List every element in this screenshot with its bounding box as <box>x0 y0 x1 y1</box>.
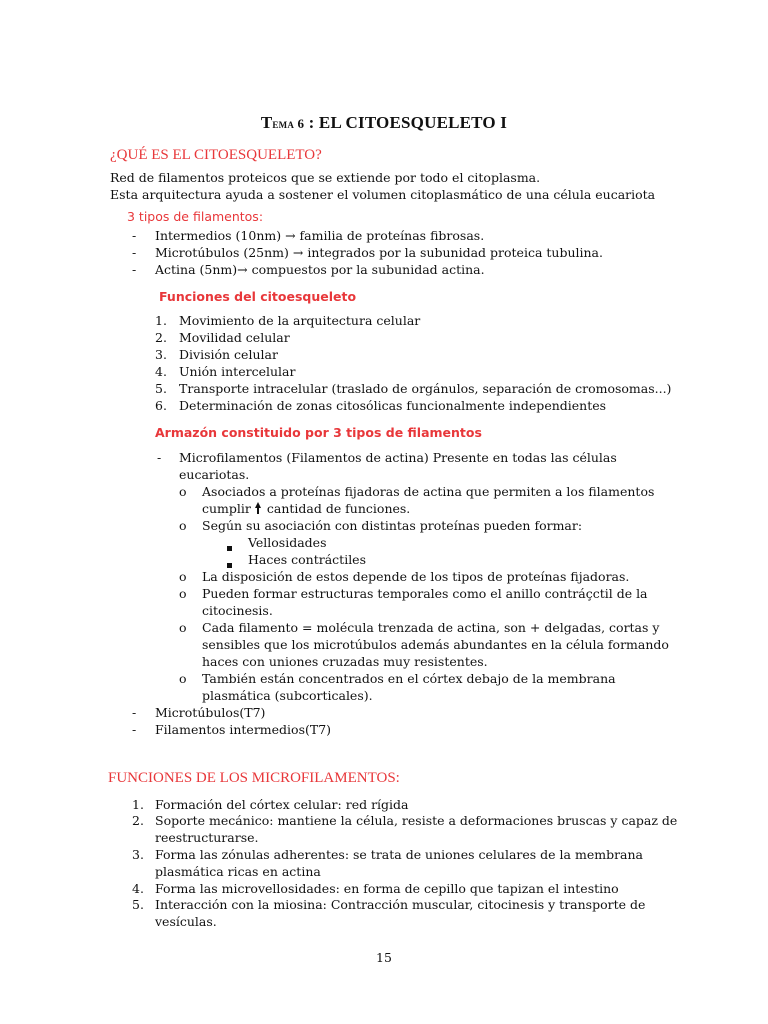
other-dash-2: - <box>132 722 137 737</box>
sub5-line-2: sensibles que los microtúbulos además abundantes en la célula formando <box>202 637 669 652</box>
funciones-item-4: Unión intercelular <box>179 364 296 379</box>
mf-num-1: 1. <box>132 797 144 812</box>
sub4-line-1: Pueden formar estructuras temporales como el anillo contráçctil de la <box>202 586 648 601</box>
intro-line-1: Red de filamentos proteicos que se extiende por todo el citoplasma. <box>110 170 541 185</box>
mf-item-2-line-1: Soporte mecánico: mantiene la célula, resiste a deformaciones bruscas y capaz de <box>155 813 678 828</box>
sub3-line: La disposición de estos depende de los tipos de proteínas fijadoras. <box>202 569 630 584</box>
funciones-item-6: Determinación de zonas citosólicas funcionalmente independientes <box>179 398 607 413</box>
other-item-intermedios: Filamentos intermedios(T7) <box>155 722 332 737</box>
mf-item-5-line-1: Interacción con la miosina: Contracción muscular, citocinesis y transporte de <box>155 897 646 912</box>
sub6-line-1: También están concentrados en el córtex debajo de la membrana <box>202 671 616 686</box>
funciones-num-5: 5. <box>155 381 167 396</box>
funciones-num-4: 4. <box>155 364 167 379</box>
mf-num-3: 3. <box>132 847 144 862</box>
sub6-line-2: plasmática (subcorticales). <box>202 688 373 703</box>
circle-bullet-2: o <box>179 518 187 533</box>
microfilamentos-line-1: Microfilamentos (Filamentos de actina) Presente en todas las células <box>179 450 617 465</box>
circle-bullet-1: o <box>179 484 187 499</box>
tipos-item-intermedios: Intermedios (10nm) → familia de proteínas fibrosas. <box>155 228 485 243</box>
mf-num-5: 5. <box>132 897 144 912</box>
sub2-item-vellosidades: Vellosidades <box>248 535 327 550</box>
mf-item-3-line-2: plasmática ricas en actina <box>155 864 321 879</box>
tipos-dash-2: - <box>132 245 137 260</box>
sub2-item-haces: Haces contráctiles <box>248 552 366 567</box>
tipos-item-actina: Actina (5nm)→ compuestos por la subunidad actina. <box>155 262 485 277</box>
mf-item-3-line-1: Forma las zónulas adherentes: se trata de uniones celulares de la membrana <box>155 847 644 862</box>
tipos-dash-3: - <box>132 262 137 277</box>
armazon-heading: Armazón constituido por 3 tipos de filamentos <box>155 425 482 440</box>
mf-item-4: Forma las microvellosidades: en forma de cepillo que tapizan el intestino <box>155 881 619 896</box>
microfilamentos-heading: FUNCIONES DE LOS MICROFILAMENTOS: <box>108 770 400 786</box>
page-number: 15 <box>376 950 392 965</box>
sub1-line-1: Asociados a proteínas fijadoras de actina que permiten a los filamentos <box>202 484 655 499</box>
funciones-num-1: 1. <box>155 313 167 328</box>
mf-num-2: 2. <box>132 813 144 828</box>
title-prefix: Tema 6 <box>260 113 305 132</box>
tipos-heading: 3 tipos de filamentos: <box>127 209 264 224</box>
title-rest: : EL CITOESQUELETO I <box>304 113 508 132</box>
funciones-item-2: Movilidad celular <box>179 330 290 345</box>
circle-bullet-3: o <box>179 569 187 584</box>
mf-item-5-line-2: vesículas. <box>155 914 217 929</box>
sub4-line-2: citocinesis. <box>202 603 273 618</box>
other-dash-1: - <box>132 705 137 720</box>
sub5-line-1: Cada filamento = molécula trenzada de actina, son + delgadas, cortas y <box>202 620 660 635</box>
funciones-heading: Funciones del citoesqueleto <box>159 289 357 304</box>
funciones-num-6: 6. <box>155 398 167 413</box>
funciones-num-2: 2. <box>155 330 167 345</box>
mf-item-2-line-2: reestructurarse. <box>155 830 259 845</box>
sub2-line: Según su asociación con distintas proteínas pueden formar: <box>202 518 583 533</box>
tipos-dash-1: - <box>132 228 137 243</box>
armazon-dash-micro: - <box>157 450 162 465</box>
sub5-line-3: haces con uniones cruzadas muy resistentes. <box>202 654 488 669</box>
funciones-item-5: Transporte intracelular (traslado de orgánulos, separación de cromosomas...) <box>179 381 672 396</box>
funciones-item-1: Movimiento de la arquitectura celular <box>179 313 421 328</box>
funciones-num-3: 3. <box>155 347 167 362</box>
arrow-up-icon <box>255 500 263 517</box>
section-heading-que-es: ¿QUÉ ES EL CITOESQUELETO? <box>110 147 322 163</box>
other-item-microtubulos: Microtúbulos(T7) <box>155 705 266 720</box>
mf-num-4: 4. <box>132 881 144 896</box>
circle-bullet-5: o <box>179 620 187 635</box>
mf-item-1: Formación del córtex celular: red rígida <box>155 797 409 812</box>
tipos-item-microtubulos: Microtúbulos (25nm) → integrados por la subunidad proteica tubulina. <box>155 245 603 260</box>
page-title <box>0 113 768 133</box>
microfilamentos-line-2: eucariotas. <box>179 467 250 482</box>
sub1-line-2: cumplir cantidad de funciones. <box>202 501 411 516</box>
intro-line-2: Esta arquitectura ayuda a sostener el volumen citoplasmático de una célula eucariota <box>110 187 656 202</box>
funciones-item-3: División celular <box>179 347 278 362</box>
square-bullet-1 <box>227 539 232 554</box>
circle-bullet-4: o <box>179 586 187 601</box>
circle-bullet-6: o <box>179 671 187 686</box>
